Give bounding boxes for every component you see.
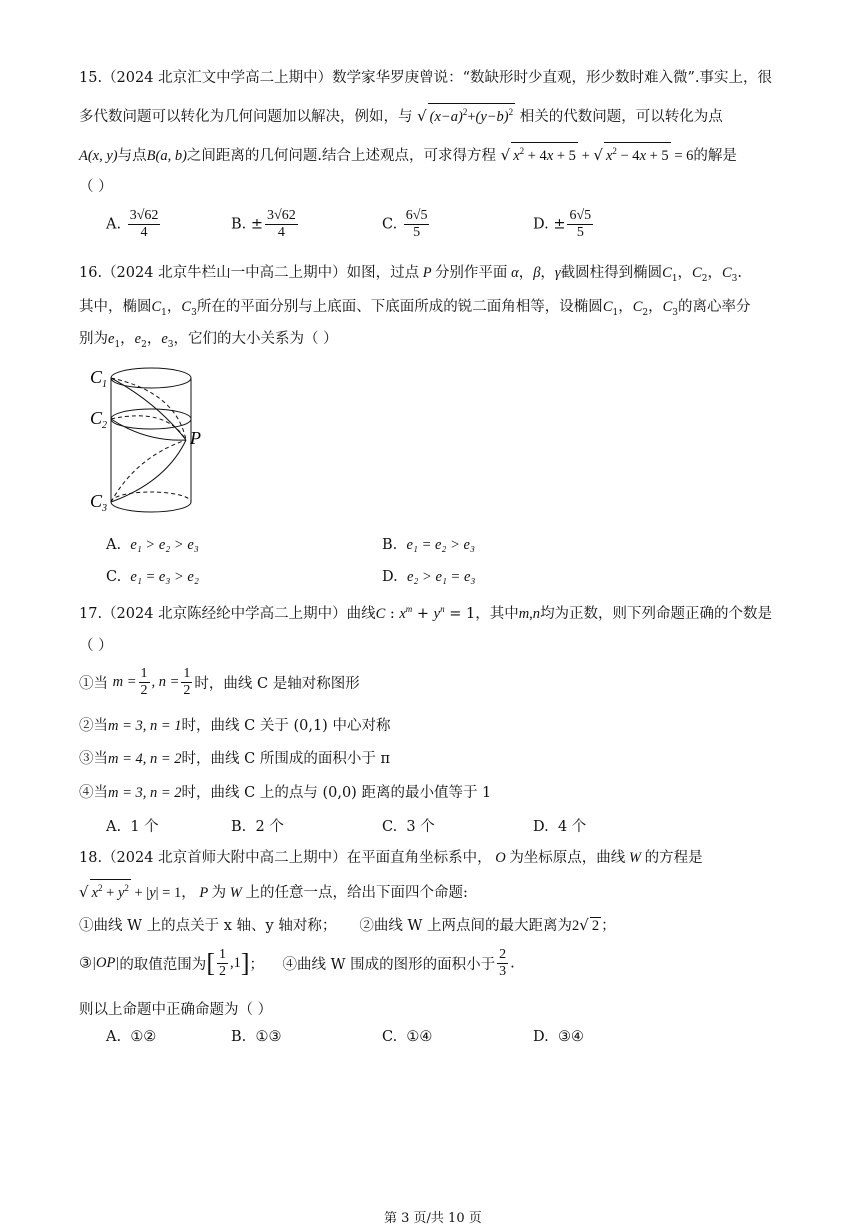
q18-option-d[interactable]: D. ③④	[533, 1029, 584, 1045]
q15-source: （2024 北京汇文中学高二上期中）	[102, 70, 333, 86]
q16-option-c[interactable]: C. e₁ = e₃ > e₂	[106, 569, 199, 585]
q17-option-c[interactable]: C. 3 个	[382, 819, 435, 835]
q18-option-c[interactable]: C. ①④	[382, 1029, 433, 1045]
page-footer: 第 3 页/共 10 页	[384, 1211, 482, 1226]
q15-line1	[79, 66, 772, 87]
q18-items-row2: ③|OP|的取值范围为[ $\frac{1}{2}$ ,1]； ④曲线 W 围成的图形的面积小于 $\frac{2}{3}$ .	[79, 947, 515, 979]
q17-paren: （ ）	[79, 638, 113, 654]
q17-option-a[interactable]: A. 1 个	[106, 819, 159, 835]
q17-item2: ②当m = 3, n = 1时，曲线 C 关于 (0,1) 中心对称	[79, 718, 391, 734]
q17-item4: ④当m = 3, n = 2时，曲线 C 上的点与 (0,0) 距离的最小值等于 1	[79, 785, 492, 801]
q18-option-b[interactable]: B. ①③	[231, 1029, 282, 1045]
q15-line2: 多代数问题可以转化为几何问题加以解决，例如，与 √ $(x-a)^2+(y-b)^2$ 相关的代数问题，可以转化为点	[79, 103, 723, 126]
equation: √ $x^2 + 4x + 5$ + √ $x^2 - 4x + 5 = 6$	[501, 148, 694, 164]
q15-option-a[interactable]: A. $\frac{3√62}{4}$	[106, 208, 159, 240]
q16-option-d[interactable]: D. e₂ > e₁ = e₃	[382, 569, 476, 585]
q17-item3: ③当m = 4, n = 2时，曲线 C 所围成的面积小于 π	[79, 751, 390, 767]
label-c2: $C_2$	[90, 408, 108, 431]
q15-number: 15.	[79, 70, 103, 86]
q16-line2: 其中，椭圆$C_1$，$C_3$所在的平面分别与上底面、下底面所成的锐二面角相等，设椭圆$C_1$，$C_2$，$C_3$的离心率分	[79, 299, 751, 318]
point-b: B(a, b)	[146, 147, 187, 164]
q16-option-b[interactable]: B. e₁ = e₂ > e₃	[382, 537, 475, 553]
label-c3: $C_3$	[90, 491, 108, 514]
q18-option-a[interactable]: A. ①②	[106, 1029, 157, 1045]
distance-expression: √ $(x-a)^2+(y-b)^2$	[417, 109, 515, 125]
cylinder-figure	[86, 362, 216, 522]
q15-option-d[interactable]: D. ± $\frac{6√5}{5}$	[533, 208, 592, 240]
q17-option-b[interactable]: B. 2 个	[231, 819, 284, 835]
q16-line1: 16.（2024 北京牛栏山一中高二上期中）如图，过点 P 分别作平面 α，β，γ截圆柱得到椭圆$C_1$，$C_2$，$C_3$.	[79, 265, 742, 284]
q17-line1: 17.（2024 北京陈经纶中学高二上期中）曲线C : $x^m + y^n = 1$，其中m,n均为正数，则下列命题正确的个数是	[79, 604, 773, 622]
label-c1: $C_1$	[90, 367, 108, 390]
q15-text: 数学家华罗庚曾说：“数缺形时少直观，形少数时难入微”.事实上，很	[332, 70, 773, 86]
q18-question: 则以上命题中正确命题为（ ）	[79, 1002, 273, 1018]
q18-line1: 18.（2024 北京首师大附中高二上期中）在平面直角坐标系中， O 为坐标原点，曲线 W 的方程是	[79, 850, 703, 866]
q15-option-b[interactable]: B. ± $\frac{3√62}{4}$	[231, 208, 296, 240]
q18-items-row1: ①曲线 W 上的点关于 x 轴、y 轴对称； ②曲线 W 上两点间的最大距离为2√ 2 ；	[79, 916, 616, 934]
q17-option-d[interactable]: D. 4 个	[533, 819, 587, 835]
q16-option-a[interactable]: A. e₁ > e₂ > e₃	[106, 537, 199, 553]
q15-option-c[interactable]: C. $\frac{6√5}{5}$	[382, 208, 428, 240]
curve-w-equation: √ $x^2 + y^2 + |y| = 1$	[79, 885, 181, 901]
q15-paren: （ ）	[79, 179, 113, 195]
q16-line3: 别为$e_1$，$e_2$，$e_3$，它们的大小关系为（ ）	[79, 331, 338, 350]
q17-item1: ①当 m = $\frac{1}{2}$ , n = $\frac{1}{2}$ 时，曲线 C 是轴对称图形	[79, 666, 360, 698]
point-a: A(x, y)	[79, 147, 118, 164]
q15-options	[106, 208, 666, 248]
q18-line2: √ $x^2 + y^2 + |y| = 1$， P 为 W 上的任意一点，给出下面四个命题:	[79, 879, 468, 902]
q15-line3: A(x, y)与点B(a, b)之间距离的几何问题.结合上述观点，可求得方程 √ $x^2 + 4x + 5$ + √ $x^2 - 4x + 5 = 6$的解是	[79, 142, 737, 165]
label-p: P	[190, 428, 201, 448]
